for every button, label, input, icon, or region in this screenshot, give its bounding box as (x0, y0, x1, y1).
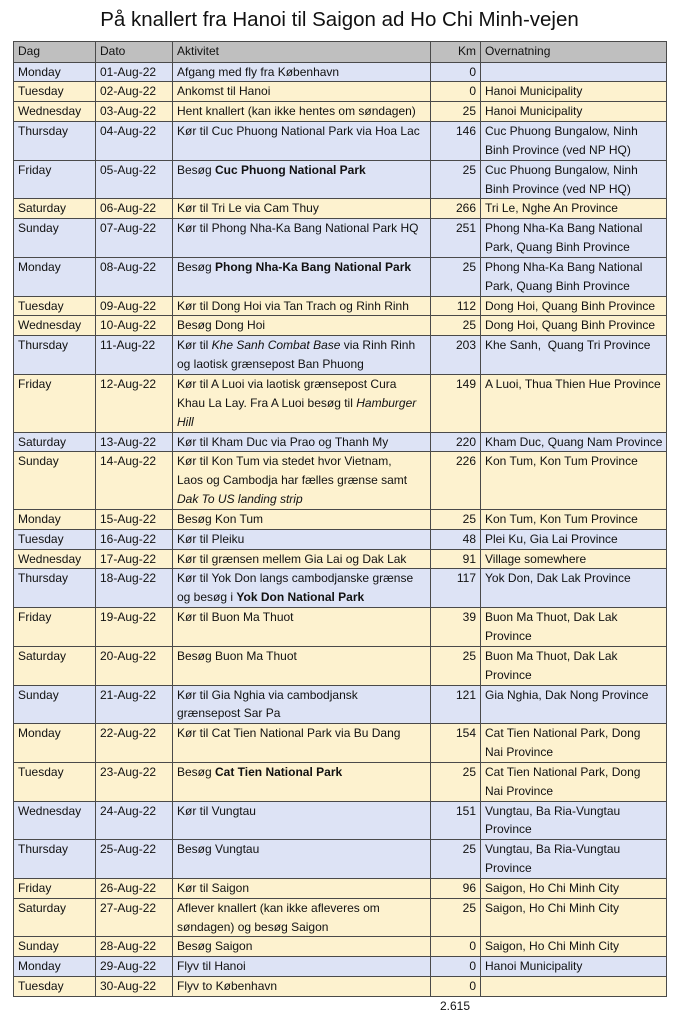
table-row (14, 762, 667, 801)
date-cell: 09-Aug-22 (96, 296, 173, 316)
header-day: Dag (14, 42, 96, 63)
table-row (14, 801, 667, 840)
table-row (14, 549, 667, 569)
date-cell: 26-Aug-22 (96, 878, 173, 898)
itinerary-body (14, 62, 667, 997)
activity-cell (173, 336, 431, 375)
date-cell: 04-Aug-22 (96, 122, 173, 161)
km-cell: 96 (431, 878, 481, 898)
date-cell: 02-Aug-22 (96, 82, 173, 102)
km-cell: 25 (431, 160, 481, 199)
table-row (14, 375, 667, 433)
km-cell: 117 (431, 569, 481, 608)
date-cell: 25-Aug-22 (96, 840, 173, 879)
table-row (14, 316, 667, 336)
date-cell: 12-Aug-22 (96, 375, 173, 433)
date-cell: 01-Aug-22 (96, 62, 173, 82)
activity-cell (173, 509, 431, 529)
activity-cell (173, 82, 431, 102)
date-cell: 13-Aug-22 (96, 432, 173, 452)
activity-text: Kør til Kon Tum via stedet hvor Vietnam, Laos og Cambodja har fælles grænse samt (177, 454, 408, 488)
table-row (14, 199, 667, 219)
activity-text: Kør til Yok Don langs cambodjanske grænse og besøg i (177, 571, 414, 605)
day-cell: Tuesday (14, 296, 96, 316)
overnight-cell: Plei Ku, Gia Lai Province (481, 529, 667, 549)
km-cell: 0 (431, 957, 481, 977)
overnight-cell: Saigon, Ho Chi Minh City (481, 898, 667, 937)
day-cell: Monday (14, 257, 96, 296)
activity-cell (173, 977, 431, 997)
day-cell: Thursday (14, 122, 96, 161)
km-cell: 266 (431, 199, 481, 219)
activity-text: Aflever knallert (kan ikke afleveres om søndagen) og besøg Saigon (177, 900, 380, 934)
activity-cell (173, 102, 431, 122)
date-cell: 17-Aug-22 (96, 549, 173, 569)
day-cell: Sunday (14, 219, 96, 258)
day-cell: Wednesday (14, 801, 96, 840)
table-row (14, 685, 667, 724)
day-cell: Wednesday (14, 102, 96, 122)
date-cell: 24-Aug-22 (96, 801, 173, 840)
activity-text: Kør til Phong Nha-Ka Bang National Park HQ (177, 221, 419, 236)
overnight-cell: Vungtau, Ba Ria-Vungtau Province (481, 840, 667, 879)
day-cell: Monday (14, 62, 96, 82)
day-cell: Friday (14, 878, 96, 898)
activity-cell (173, 646, 431, 685)
table-row (14, 840, 667, 879)
overnight-cell: Phong Nha-Ka Bang National Park, Quang Binh Province (481, 219, 667, 258)
table-row (14, 608, 667, 647)
itinerary-table (13, 41, 667, 997)
date-cell: 28-Aug-22 (96, 937, 173, 957)
activity-italic-text: Dak To US landing strip (177, 492, 303, 507)
activity-italic-text: Khe Sanh Combat Base (211, 338, 341, 353)
date-cell: 21-Aug-22 (96, 685, 173, 724)
overnight-cell: Yok Don, Dak Lak Province (481, 569, 667, 608)
km-cell: 25 (431, 102, 481, 122)
date-cell: 05-Aug-22 (96, 160, 173, 199)
activity-cell (173, 724, 431, 763)
table-row (14, 102, 667, 122)
date-cell: 19-Aug-22 (96, 608, 173, 647)
km-cell: 39 (431, 608, 481, 647)
activity-cell (173, 122, 431, 161)
activity-cell (173, 160, 431, 199)
day-cell: Thursday (14, 336, 96, 375)
activity-bold-text: Cat Tien National Park (215, 764, 343, 779)
activity-text: Besøg Saigon (177, 939, 253, 954)
day-cell: Saturday (14, 646, 96, 685)
table-row (14, 977, 667, 997)
date-cell: 11-Aug-22 (96, 336, 173, 375)
km-cell: 25 (431, 762, 481, 801)
day-cell: Sunday (14, 685, 96, 724)
activity-text: Kør til Cuc Phuong National Park via Hoa Lac (177, 124, 420, 139)
km-cell: 151 (431, 801, 481, 840)
overnight-cell: Kon Tum, Kon Tum Province (481, 509, 667, 529)
overnight-cell: A Luoi, Thua Thien Hue Province (481, 375, 667, 433)
activity-cell (173, 898, 431, 937)
overnight-cell: Kham Duc, Quang Nam Province (481, 432, 667, 452)
activity-cell (173, 549, 431, 569)
activity-text: via Rinh Rinh og laotisk grænsepost Ban Phuong (177, 338, 416, 372)
overnight-cell: Dong Hoi, Quang Binh Province (481, 316, 667, 336)
km-cell: 0 (431, 937, 481, 957)
activity-text: Besøg Buon Ma Thuot (177, 648, 297, 663)
activity-cell (173, 685, 431, 724)
activity-cell (173, 432, 431, 452)
day-cell: Saturday (14, 898, 96, 937)
date-cell: 27-Aug-22 (96, 898, 173, 937)
date-cell: 16-Aug-22 (96, 529, 173, 549)
date-cell: 23-Aug-22 (96, 762, 173, 801)
overnight-cell: Tri Le, Nghe An Province (481, 199, 667, 219)
table-row (14, 296, 667, 316)
activity-cell (173, 199, 431, 219)
activity-text: Kør til Vungtau (177, 803, 256, 818)
date-cell: 30-Aug-22 (96, 977, 173, 997)
km-cell: 154 (431, 724, 481, 763)
km-cell: 25 (431, 316, 481, 336)
day-cell: Saturday (14, 199, 96, 219)
activity-cell (173, 452, 431, 510)
activity-text: Kør til (177, 338, 212, 353)
table-row (14, 957, 667, 977)
activity-text: Besøg (177, 162, 216, 177)
overnight-cell: Dong Hoi, Quang Binh Province (481, 296, 667, 316)
activity-cell (173, 257, 431, 296)
table-row (14, 937, 667, 957)
day-cell: Friday (14, 608, 96, 647)
activity-text: Ankomst til Hanoi (177, 84, 271, 99)
activity-cell (173, 762, 431, 801)
date-cell: 14-Aug-22 (96, 452, 173, 510)
km-cell: 251 (431, 219, 481, 258)
overnight-cell: Hanoi Municipality (481, 957, 667, 977)
overnight-cell: Saigon, Ho Chi Minh City (481, 878, 667, 898)
activity-text: Flyv to København (177, 979, 278, 994)
table-row (14, 160, 667, 199)
activity-cell (173, 219, 431, 258)
overnight-cell: Hanoi Municipality (481, 102, 667, 122)
km-cell: 149 (431, 375, 481, 433)
km-cell: 25 (431, 646, 481, 685)
km-cell: 25 (431, 840, 481, 879)
table-row (14, 646, 667, 685)
date-cell: 20-Aug-22 (96, 646, 173, 685)
date-cell: 18-Aug-22 (96, 569, 173, 608)
activity-text: Kør til Cat Tien National Park via Bu Dang (177, 726, 401, 741)
activity-text: Besøg (177, 259, 216, 274)
date-cell: 15-Aug-22 (96, 509, 173, 529)
km-cell: 0 (431, 82, 481, 102)
km-cell: 0 (431, 977, 481, 997)
km-cell: 25 (431, 898, 481, 937)
km-total: 2.615 (439, 999, 471, 1013)
day-cell: Tuesday (14, 529, 96, 549)
header-km: Km (431, 42, 481, 63)
activity-text: Kør til Pleiku (177, 531, 245, 546)
activity-text: Kør til grænsen mellem Gia Lai og Dak Lak (177, 551, 407, 566)
date-cell: 03-Aug-22 (96, 102, 173, 122)
km-cell: 203 (431, 336, 481, 375)
table-row (14, 336, 667, 375)
day-cell: Wednesday (14, 316, 96, 336)
overnight-cell (481, 62, 667, 82)
table-row (14, 898, 667, 937)
activity-text: Flyv til Hanoi (177, 959, 246, 974)
activity-cell (173, 569, 431, 608)
table-row (14, 509, 667, 529)
table-header (14, 42, 667, 63)
date-cell: 29-Aug-22 (96, 957, 173, 977)
km-cell: 91 (431, 549, 481, 569)
activity-cell (173, 296, 431, 316)
activity-text: Afgang med fly fra København (177, 64, 340, 79)
km-cell: 112 (431, 296, 481, 316)
activity-text: Besøg Kon Tum (177, 511, 264, 526)
table-row (14, 432, 667, 452)
activity-text: Besøg Dong Hoi (177, 318, 266, 333)
activity-text: Kør til Kham Duc via Prao og Thanh My (177, 434, 389, 449)
activity-text: Besøg (177, 764, 216, 779)
overnight-cell: Cat Tien National Park, Dong Nai Province (481, 724, 667, 763)
km-cell: 226 (431, 452, 481, 510)
date-cell: 10-Aug-22 (96, 316, 173, 336)
table-row (14, 82, 667, 102)
km-cell: 146 (431, 122, 481, 161)
km-cell: 0 (431, 62, 481, 82)
header-date: Dato (96, 42, 173, 63)
overnight-cell: Khe Sanh, Quang Tri Province (481, 336, 667, 375)
day-cell: Thursday (14, 840, 96, 879)
day-cell: Thursday (14, 569, 96, 608)
activity-cell (173, 316, 431, 336)
activity-text: Kør til Gia Nghia via cambodjansk grænsepost Sar Pa (177, 687, 358, 721)
overnight-cell: Kon Tum, Kon Tum Province (481, 452, 667, 510)
header-row (14, 42, 667, 63)
day-cell: Friday (14, 160, 96, 199)
overnight-cell: Gia Nghia, Dak Nong Province (481, 685, 667, 724)
activity-text: Kør til Dong Hoi via Tan Trach og Rinh Rinh (177, 298, 409, 313)
overnight-cell: Phong Nha-Ka Bang National Park, Quang Binh Province (481, 257, 667, 296)
day-cell: Tuesday (14, 82, 96, 102)
overnight-cell: Cat Tien National Park, Dong Nai Province (481, 762, 667, 801)
overnight-cell: Buon Ma Thuot, Dak Lak Province (481, 646, 667, 685)
page-title: På knallert fra Hanoi til Saigon ad Ho Chi Minh-vejen (100, 8, 579, 31)
overnight-cell: Hanoi Municipality (481, 82, 667, 102)
table-row (14, 724, 667, 763)
activity-cell (173, 840, 431, 879)
activity-cell (173, 878, 431, 898)
day-cell: Saturday (14, 432, 96, 452)
km-cell: 25 (431, 509, 481, 529)
overnight-cell: Vungtau, Ba Ria-Vungtau Province (481, 801, 667, 840)
date-cell: 06-Aug-22 (96, 199, 173, 219)
date-cell: 07-Aug-22 (96, 219, 173, 258)
activity-text: Besøg Vungtau (177, 842, 260, 857)
overnight-cell: Buon Ma Thuot, Dak Lak Province (481, 608, 667, 647)
day-cell: Wednesday (14, 549, 96, 569)
header-activity: Aktivitet (173, 42, 431, 63)
km-cell: 25 (431, 257, 481, 296)
km-cell: 48 (431, 529, 481, 549)
activity-bold-text: Cuc Phuong National Park (215, 162, 366, 177)
activity-bold-text: Yok Don National Park (236, 590, 365, 605)
header-overnight: Overnatning (481, 42, 667, 63)
date-cell: 08-Aug-22 (96, 257, 173, 296)
activity-italic-text: Hamburger Hill (177, 395, 417, 429)
activity-cell (173, 957, 431, 977)
day-cell: Friday (14, 375, 96, 433)
day-cell: Monday (14, 509, 96, 529)
km-cell: 220 (431, 432, 481, 452)
table-row (14, 62, 667, 82)
table-row (14, 452, 667, 510)
activity-text: Kør til Tri Le via Cam Thuy (177, 201, 319, 216)
activity-cell (173, 375, 431, 433)
day-cell: Sunday (14, 937, 96, 957)
day-cell: Tuesday (14, 762, 96, 801)
table-row (14, 569, 667, 608)
activity-cell (173, 608, 431, 647)
table-row (14, 257, 667, 296)
activity-cell (173, 62, 431, 82)
activity-text: Kør til Saigon (177, 880, 250, 895)
table-row (14, 122, 667, 161)
activity-cell (173, 937, 431, 957)
table-row (14, 529, 667, 549)
activity-cell (173, 529, 431, 549)
activity-text: Kør til A Luoi via laotisk grænsepost Cura Khau La Lay. Fra A Luoi besøg til (177, 377, 397, 410)
day-cell: Monday (14, 957, 96, 977)
activity-text: Kør til Buon Ma Thuot (177, 610, 294, 625)
table-row (14, 219, 667, 258)
table-row (14, 878, 667, 898)
overnight-cell: Cuc Phuong Bungalow, Ninh Binh Province (ved NP HQ) (481, 160, 667, 199)
km-cell: 121 (431, 685, 481, 724)
overnight-cell (481, 977, 667, 997)
overnight-cell: Saigon, Ho Chi Minh City (481, 937, 667, 957)
overnight-cell: Village somewhere (481, 549, 667, 569)
activity-bold-text: Phong Nha-Ka Bang National Park (215, 259, 412, 274)
day-cell: Sunday (14, 452, 96, 510)
day-cell: Tuesday (14, 977, 96, 997)
activity-text: Hent knallert (kan ikke hentes om søndagen) (177, 104, 416, 119)
overnight-cell: Cuc Phuong Bungalow, Ninh Binh Province (ved NP HQ) (481, 122, 667, 161)
activity-cell (173, 801, 431, 840)
day-cell: Monday (14, 724, 96, 763)
date-cell: 22-Aug-22 (96, 724, 173, 763)
